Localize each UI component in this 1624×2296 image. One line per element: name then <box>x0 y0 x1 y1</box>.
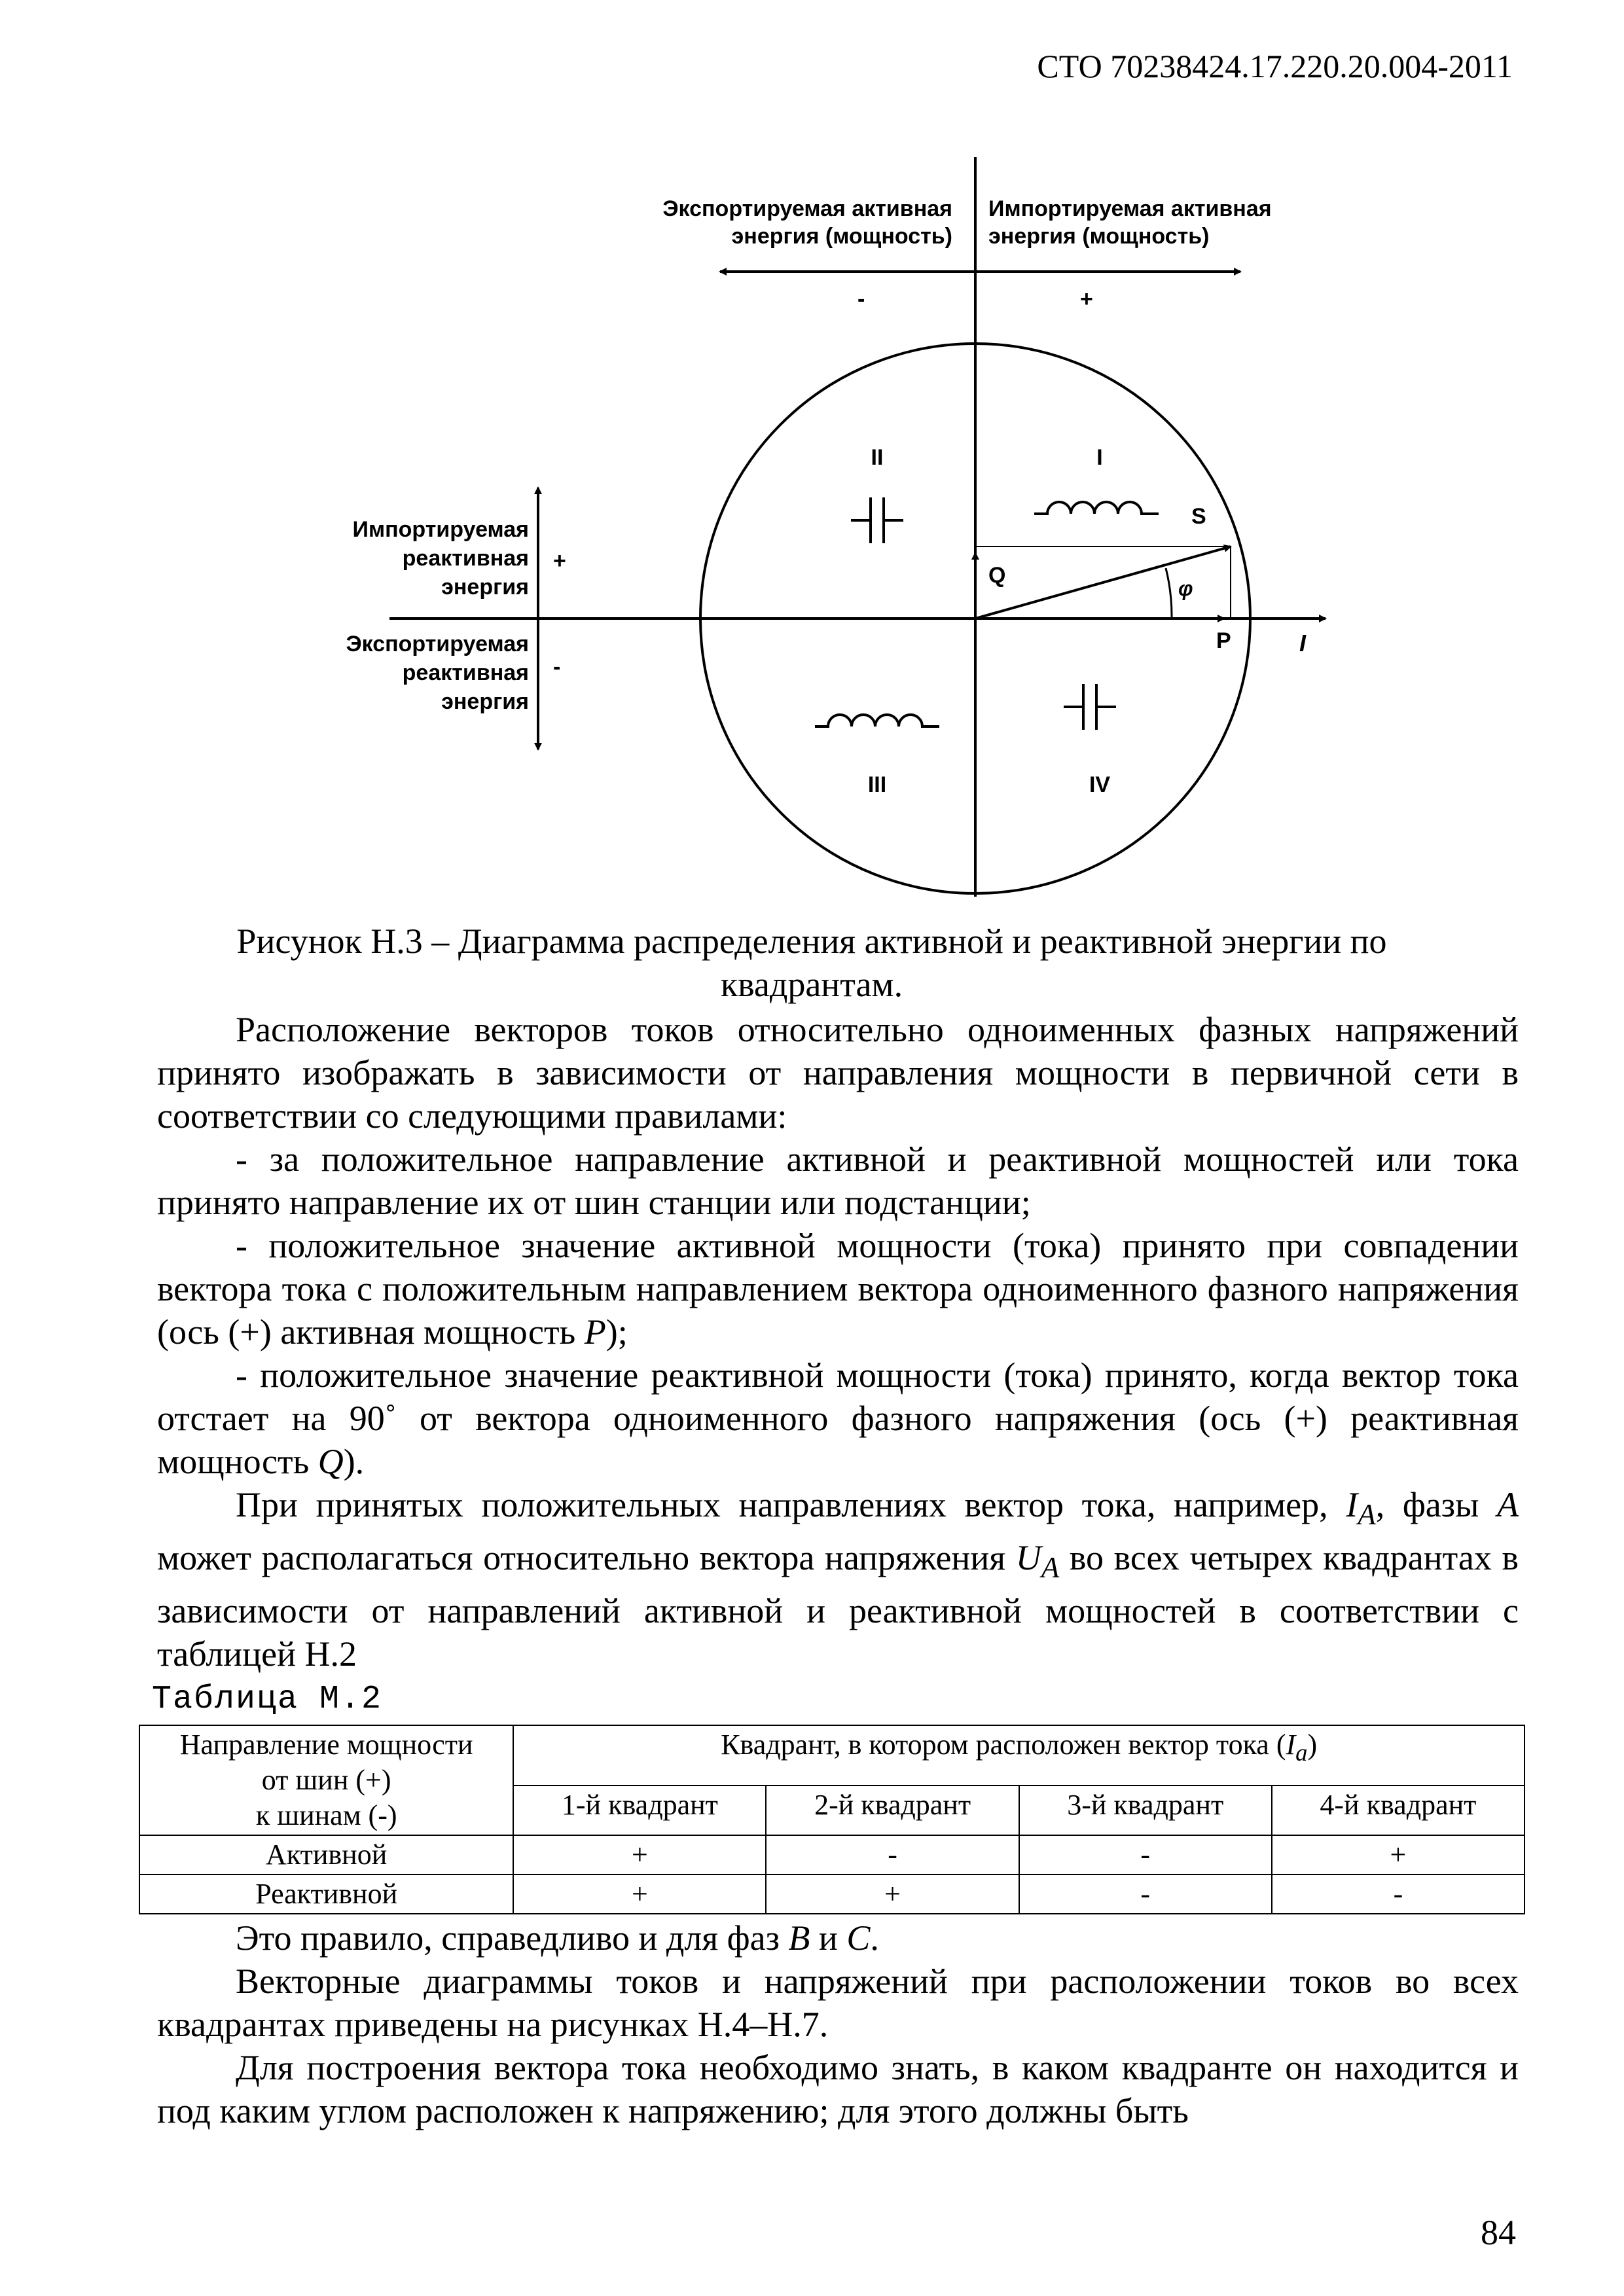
left-minus-sign: - <box>553 655 561 679</box>
quadrant-2-label: II <box>871 445 884 470</box>
left-lower-line3: энергия <box>441 689 529 714</box>
table-cell: - <box>766 1835 1019 1874</box>
table-cell: - <box>1019 1874 1272 1914</box>
capacitor-icon-q2 <box>851 497 903 543</box>
table-cell: + <box>766 1874 1019 1914</box>
capacitor-icon-q4 <box>1064 684 1116 730</box>
document-code: СТО 70238424.17.220.20.004-2011 <box>1037 48 1513 84</box>
quadrant-3-label: III <box>867 772 887 797</box>
paragraph-5-text-b: , фазы <box>1375 1485 1498 1524</box>
body-text <box>157 1008 1519 1676</box>
s-label: S <box>1191 504 1206 529</box>
column-header: 3-й квадрант <box>1019 1785 1272 1835</box>
phi-label: φ <box>1178 577 1193 600</box>
body-text-after-table <box>157 1916 1519 2132</box>
top-right-label-line2: энергия (мощность) <box>988 224 1210 249</box>
q-label: Q <box>988 563 1006 588</box>
quadrant-1-label: I <box>1096 445 1103 470</box>
after-table-p1-end: . <box>870 1918 879 1958</box>
table-cell: - <box>1019 1835 1272 1874</box>
top-minus-sign: - <box>857 287 865 312</box>
paragraph-2: - за положительное направление активной и реактивной мощностей или тока принято направление их от шин станции или подстанции; <box>157 1139 1519 1222</box>
paragraph-4-end: ). <box>343 1442 365 1481</box>
table-cell: + <box>513 1835 766 1874</box>
table-header-row <box>139 1725 1525 1785</box>
quadrant-4-label: IV <box>1089 772 1111 797</box>
after-table-paragraph-1 <box>157 1916 1519 1960</box>
inductor-icon-q1 <box>1034 502 1159 514</box>
paragraph-5-text-c: может располагаться относительно вектора напряжения <box>157 1537 1016 1577</box>
after-table-p1-text: Это правило, справедливо и для фаз <box>236 1918 789 1958</box>
paragraph-4-text: - положительное значение реактивной мощности (тока) принято, когда вектор тока отстает на 90˚ от вектора одноименного фазного напряжения (ось (+) реактивная мощность <box>157 1355 1519 1481</box>
left-plus-sign: + <box>553 548 566 573</box>
top-left-label-line1: Экспортируемая активная <box>662 196 952 221</box>
table-cell: - <box>1272 1874 1525 1914</box>
paragraph-5 <box>157 1483 1519 1676</box>
page-number: 84 <box>1481 2213 1516 2252</box>
paragraph-5-text-d: во всех четырех квадрантах в зависимости от направлений активной и реактивной мощностей в соответствии с таблицей Н.2 <box>157 1537 1519 1674</box>
after-table-p1-mid: и <box>810 1918 847 1958</box>
table-cell: + <box>1272 1835 1525 1874</box>
left-lower-line1: Экспортируемая <box>346 632 529 656</box>
paragraph-5-var1: I <box>1346 1485 1358 1524</box>
left-upper-line3: энергия <box>441 575 529 600</box>
left-lower-line2: реактивная <box>402 660 529 685</box>
table-row <box>139 1835 1525 1874</box>
header-quadrant-cell <box>513 1725 1525 1785</box>
paragraph-5-text-a: При принятых положительных направлениях вектор тока, например, <box>236 1485 1346 1524</box>
header-quadrant-text: Квадрант, в котором расположен вектор тока ( <box>721 1729 1286 1761</box>
paragraph-3-var: P <box>584 1312 606 1352</box>
caption-line1: Рисунок Н.3 – Диаграмма распределения активной и реактивной энергии по <box>236 922 1387 961</box>
header-direction-cell <box>139 1725 513 1835</box>
top-plus-sign: + <box>1080 287 1093 312</box>
caption-line2: квадрантам. <box>720 965 903 1004</box>
quadrant-diagram-svg <box>0 131 1624 903</box>
header-direction-line2: от шин (+) <box>261 1764 391 1796</box>
after-table-paragraph-3: Для построения вектора тока необходимо знать, в каком квадранте он находится и под каким углом расположен к напряжению; для этого должны быть <box>157 2048 1519 2130</box>
table-row <box>139 1874 1525 1914</box>
paragraph-4-var: Q <box>317 1442 344 1481</box>
header-quadrant-end: ) <box>1307 1729 1318 1761</box>
row-label: Реактивной <box>139 1874 513 1914</box>
paragraph-3-end: ); <box>605 1312 628 1352</box>
p-label: P <box>1216 628 1231 653</box>
paragraph-5-var3: U <box>1015 1537 1041 1577</box>
header-quadrant-var: I <box>1286 1729 1296 1761</box>
inductor-icon-q3 <box>815 715 939 726</box>
quadrant-table <box>139 1725 1525 1914</box>
quadrant-diagram <box>0 131 1624 903</box>
column-header: 1-й квадрант <box>513 1785 766 1835</box>
paragraph-5-var2: A <box>1497 1485 1519 1524</box>
column-header: 4-й квадрант <box>1272 1785 1525 1835</box>
after-table-p1-var2: C <box>846 1918 871 1958</box>
top-right-label-line1: Импортируемая активная <box>988 196 1272 221</box>
figure-caption <box>157 920 1466 1006</box>
i-axis-label: I <box>1299 630 1307 656</box>
paragraph-3-text: - положительное значение активной мощности (тока) принято при совпадении вектора тока с положительным направлением вектора одноименного фазного напряжения (ось (+) активная мощность <box>157 1226 1519 1352</box>
paragraph-5-sub1: A <box>1358 1498 1376 1531</box>
paragraph-5-sub3: A <box>1041 1551 1060 1584</box>
row-label: Активной <box>139 1835 513 1874</box>
header-quadrant-sub: a <box>1295 1738 1308 1766</box>
column-header: 2-й квадрант <box>766 1785 1019 1835</box>
paragraph-4 <box>157 1354 1519 1483</box>
table-title: Таблица М.2 <box>152 1681 383 1718</box>
left-upper-line1: Импортируемая <box>352 517 529 542</box>
header-direction-line1: Направление мощности <box>179 1729 473 1761</box>
after-table-paragraph-2: Векторные диаграммы токов и напряжений при расположении токов во всех квадрантах приведены на рисунках Н.4–Н.7. <box>157 1962 1519 2044</box>
header-direction-line3: к шинам (-) <box>255 1799 397 1831</box>
paragraph-3 <box>157 1224 1519 1354</box>
phi-arc <box>1166 568 1172 619</box>
after-table-p1-var1: B <box>788 1918 810 1958</box>
paragraph-1: Расположение векторов токов относительно одноименных фазных напряжений принято изображать в зависимости от направления мощности в первичной сети в соответствии со следующими правилами: <box>157 1010 1519 1136</box>
table-cell: + <box>513 1874 766 1914</box>
left-upper-line2: реактивная <box>402 546 529 571</box>
top-left-label-line2: энергия (мощность) <box>731 224 952 249</box>
